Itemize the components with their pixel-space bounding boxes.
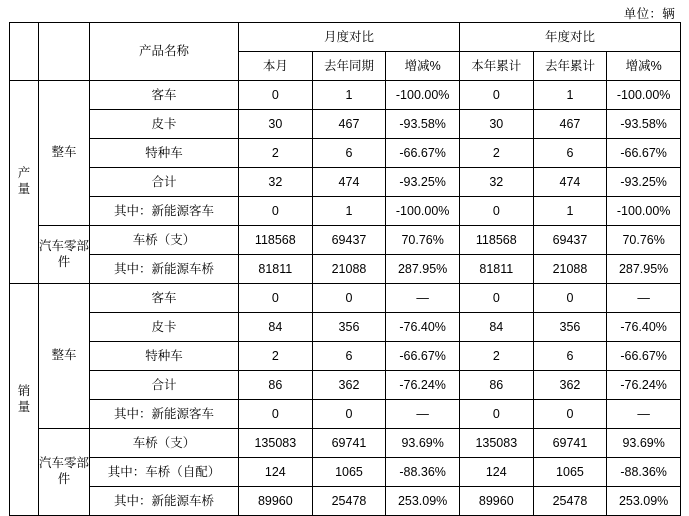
cell-value: 362 [533,371,607,400]
cell-value: -76.40% [607,313,681,342]
header-corner-left [10,23,39,81]
header-col-change-pct-year: 增减% [607,52,681,81]
cell-value: 253.09% [386,487,460,516]
cell-value: 118568 [239,226,313,255]
cell-value: 124 [239,458,313,487]
group-label-vehicle-sales [39,284,90,429]
cell-value: -93.58% [386,110,460,139]
row-label: 皮卡 [90,313,239,342]
cell-value: 135083 [239,429,313,458]
cell-value: 1065 [533,458,607,487]
section-label-production [10,81,39,284]
cell-value: 356 [312,313,386,342]
table-row [10,371,681,400]
table-row [10,487,681,516]
cell-value: 474 [312,168,386,197]
cell-value: 118568 [459,226,533,255]
table-row [10,429,681,458]
cell-value: 6 [533,342,607,371]
header-col-this-month: 本月 [239,52,313,81]
cell-value: 84 [459,313,533,342]
cell-value: — [386,284,460,313]
row-label: 其中：新能源客车 [90,400,239,429]
cell-value: 0 [459,81,533,110]
cell-value: 86 [239,371,313,400]
cell-value: -100.00% [386,81,460,110]
group-label-vehicle-sales-text: 整车 [51,348,77,363]
table-row [10,139,681,168]
cell-value: 0 [312,284,386,313]
cell-value: 84 [239,313,313,342]
cell-value: 69437 [312,226,386,255]
cell-value: 2 [459,139,533,168]
table-row [10,458,681,487]
cell-value: 467 [533,110,607,139]
cell-value: 6 [533,139,607,168]
cell-value: 124 [459,458,533,487]
cell-value: 1 [533,197,607,226]
cell-value: 6 [312,342,386,371]
cell-value: — [386,400,460,429]
cell-value: 69741 [533,429,607,458]
row-label: 车桥（支） [90,226,239,255]
group-label-parts-production-text: 汽车零部件 [39,238,90,269]
cell-value: 1 [312,197,386,226]
cell-value: 93.69% [386,429,460,458]
cell-value: 467 [312,110,386,139]
cell-value: -100.00% [607,197,681,226]
cell-value: 89960 [459,487,533,516]
row-label: 其中：新能源客车 [90,197,239,226]
cell-value: 81811 [459,255,533,284]
cell-value: 2 [459,342,533,371]
cell-value: 30 [459,110,533,139]
cell-value: 0 [239,284,313,313]
cell-value: — [607,400,681,429]
table-row [10,168,681,197]
cell-value: -100.00% [607,81,681,110]
group-label-vehicle-production-text: 整车 [51,145,77,160]
cell-value: -66.67% [386,342,460,371]
cell-value: 21088 [533,255,607,284]
cell-value: 0 [533,284,607,313]
cell-value: 287.95% [386,255,460,284]
cell-value: 32 [459,168,533,197]
cell-value: 81811 [239,255,313,284]
group-label-parts-production [39,226,90,284]
cell-value: 0 [239,400,313,429]
cell-value: 287.95% [607,255,681,284]
cell-value: 86 [459,371,533,400]
cell-value: -66.67% [607,139,681,168]
cell-value: 0 [459,400,533,429]
group-label-parts-sales [39,429,90,516]
cell-value: -76.40% [386,313,460,342]
group-label-vehicle-production [39,81,90,226]
header-col-change-pct-month: 增减% [386,52,460,81]
row-label: 车桥（支） [90,429,239,458]
cell-value: 474 [533,168,607,197]
cell-value: -88.36% [607,458,681,487]
cell-value: 135083 [459,429,533,458]
cell-value: -66.67% [607,342,681,371]
row-label: 客车 [90,284,239,313]
section-label-production-char-2: 量 [17,182,31,196]
cell-value: 0 [239,81,313,110]
cell-value: 1 [533,81,607,110]
table-header-row-1 [10,23,681,52]
row-label: 其中：新能源车桥 [90,487,239,516]
cell-value: -93.25% [607,168,681,197]
section-label-production-char-1: 产 [17,166,31,181]
cell-value: 1 [312,81,386,110]
header-monthly-group: 月度对比 [239,23,460,52]
table-row [10,226,681,255]
cell-value: — [607,284,681,313]
cell-value: -93.58% [607,110,681,139]
table-row [10,342,681,371]
row-label: 特种车 [90,139,239,168]
cell-value: -88.36% [386,458,460,487]
cell-value: 30 [239,110,313,139]
header-col-last-year-cumulative: 去年累计 [533,52,607,81]
table-row [10,284,681,313]
cell-value: 0 [459,284,533,313]
row-label: 合计 [90,371,239,400]
row-label: 特种车 [90,342,239,371]
cell-value: -76.24% [607,371,681,400]
cell-value: 0 [312,400,386,429]
cell-value: 0 [239,197,313,226]
header-yearly-group: 年度对比 [459,23,680,52]
cell-value: -100.00% [386,197,460,226]
row-label: 客车 [90,81,239,110]
row-label: 皮卡 [90,110,239,139]
cell-value: 253.09% [607,487,681,516]
cell-value: 69437 [533,226,607,255]
header-corner-group [39,23,90,81]
cell-value: 32 [239,168,313,197]
cell-value: 25478 [533,487,607,516]
cell-value: 0 [459,197,533,226]
row-label: 其中：车桥（自配） [90,458,239,487]
cell-value: 0 [533,400,607,429]
unit-note: 单位：辆 [623,7,675,21]
cell-value: 1065 [312,458,386,487]
cell-value: 362 [312,371,386,400]
header-col-this-year-cumulative: 本年累计 [459,52,533,81]
cell-value: -66.67% [386,139,460,168]
cell-value: 6 [312,139,386,168]
production-sales-table [9,22,681,516]
cell-value: -93.25% [386,168,460,197]
group-label-parts-sales-text: 汽车零部件 [39,456,90,486]
table-row [10,255,681,284]
cell-value: 25478 [312,487,386,516]
cell-value: 69741 [312,429,386,458]
cell-value: 2 [239,139,313,168]
header-col-last-year-same-period: 去年同期 [312,52,386,81]
header-product-name: 产品名称 [90,23,239,81]
cell-value: 93.69% [607,429,681,458]
row-label: 合计 [90,168,239,197]
row-label: 其中：新能源车桥 [90,255,239,284]
table-row [10,110,681,139]
table-row [10,313,681,342]
section-label-sales-char-2: 量 [17,399,31,414]
cell-value: 89960 [239,487,313,516]
cell-value: 356 [533,313,607,342]
section-label-sales-char-1: 销 [17,383,31,398]
section-label-sales [10,284,39,516]
cell-value: 2 [239,342,313,371]
table-row [10,400,681,429]
cell-value: -76.24% [386,371,460,400]
cell-value: 70.76% [386,226,460,255]
table-row [10,81,681,110]
cell-value: 21088 [312,255,386,284]
table-row [10,197,681,226]
cell-value: 70.76% [607,226,681,255]
